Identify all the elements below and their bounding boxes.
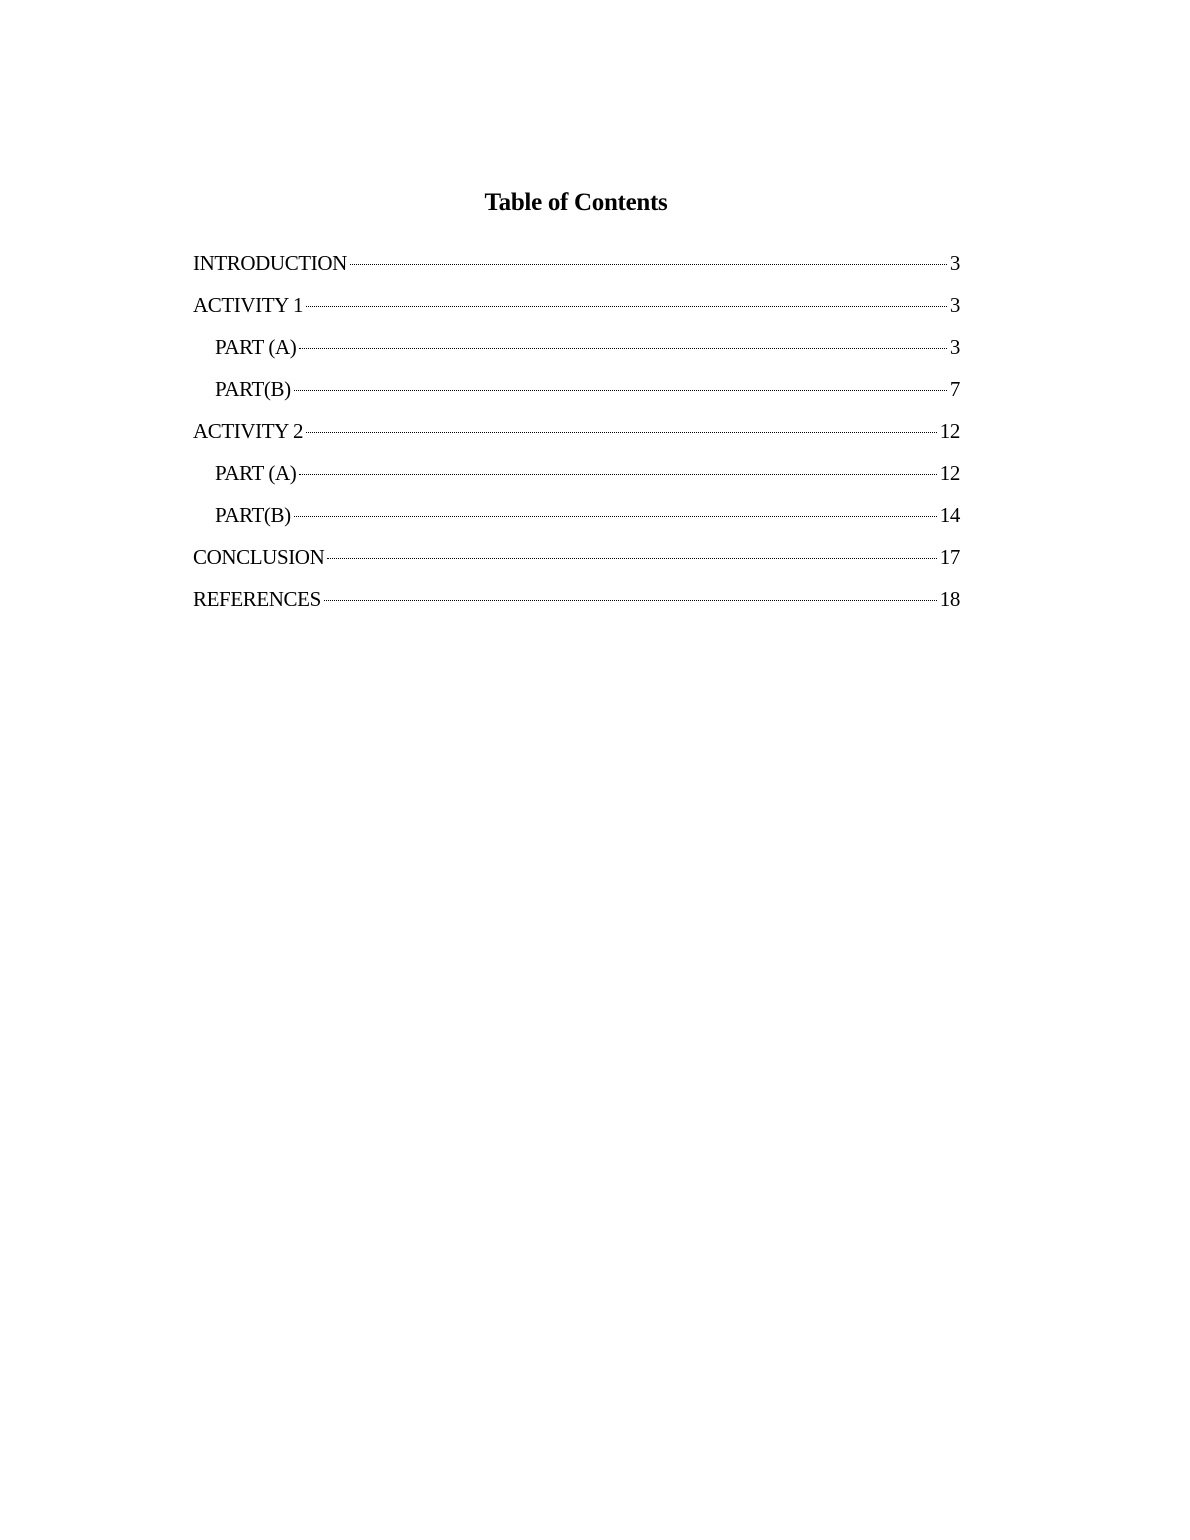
toc-entry-page-number: 14 [939,503,960,527]
toc-entry-label: REFERENCES [193,587,321,611]
toc-entry-label: PART(B) [215,503,291,527]
toc-entry-label: ACTIVITY 2 [193,419,304,443]
dot-leader [299,474,936,475]
toc-entry-activity-2-part-b[interactable] [193,494,960,536]
dot-leader [294,390,947,391]
toc-entry-activity-1[interactable] [193,284,960,326]
dot-leader [306,306,947,307]
dot-leader [299,348,947,349]
toc-entry-label: PART (A) [215,461,297,485]
dot-leader [350,264,947,265]
toc-entry-page-number: 3 [949,293,960,317]
toc-entry-label: ACTIVITY 1 [193,293,304,317]
toc-entry-label: PART (A) [215,335,297,359]
toc-entry-page-number: 3 [949,251,960,275]
toc-entry-page-number: 12 [939,419,960,443]
toc-entry-page-number: 12 [939,461,960,485]
toc-entry-label: PART(B) [215,377,291,401]
toc-entry-page-number: 3 [949,335,960,359]
toc-entry-activity-1-part-b[interactable] [193,368,960,410]
toc-entry-page-number: 18 [939,587,960,611]
toc-entry-conclusion[interactable] [193,536,960,578]
dot-leader [324,600,937,601]
toc-list [193,242,960,620]
toc-entry-label: INTRODUCTION [193,251,347,275]
toc-entry-introduction[interactable] [193,242,960,284]
toc-entry-references[interactable] [193,578,960,620]
dot-leader [327,558,936,559]
toc-entry-page-number: 17 [939,545,960,569]
page-title: Table of Contents [484,189,668,216]
toc-entry-activity-2-part-a[interactable] [193,452,960,494]
toc-entry-page-number: 7 [949,377,960,401]
toc-entry-activity-1-part-a[interactable] [193,326,960,368]
toc-entry-activity-2[interactable] [193,410,960,452]
toc-entry-label: CONCLUSION [193,545,325,569]
dot-leader [306,432,937,433]
dot-leader [294,516,937,517]
